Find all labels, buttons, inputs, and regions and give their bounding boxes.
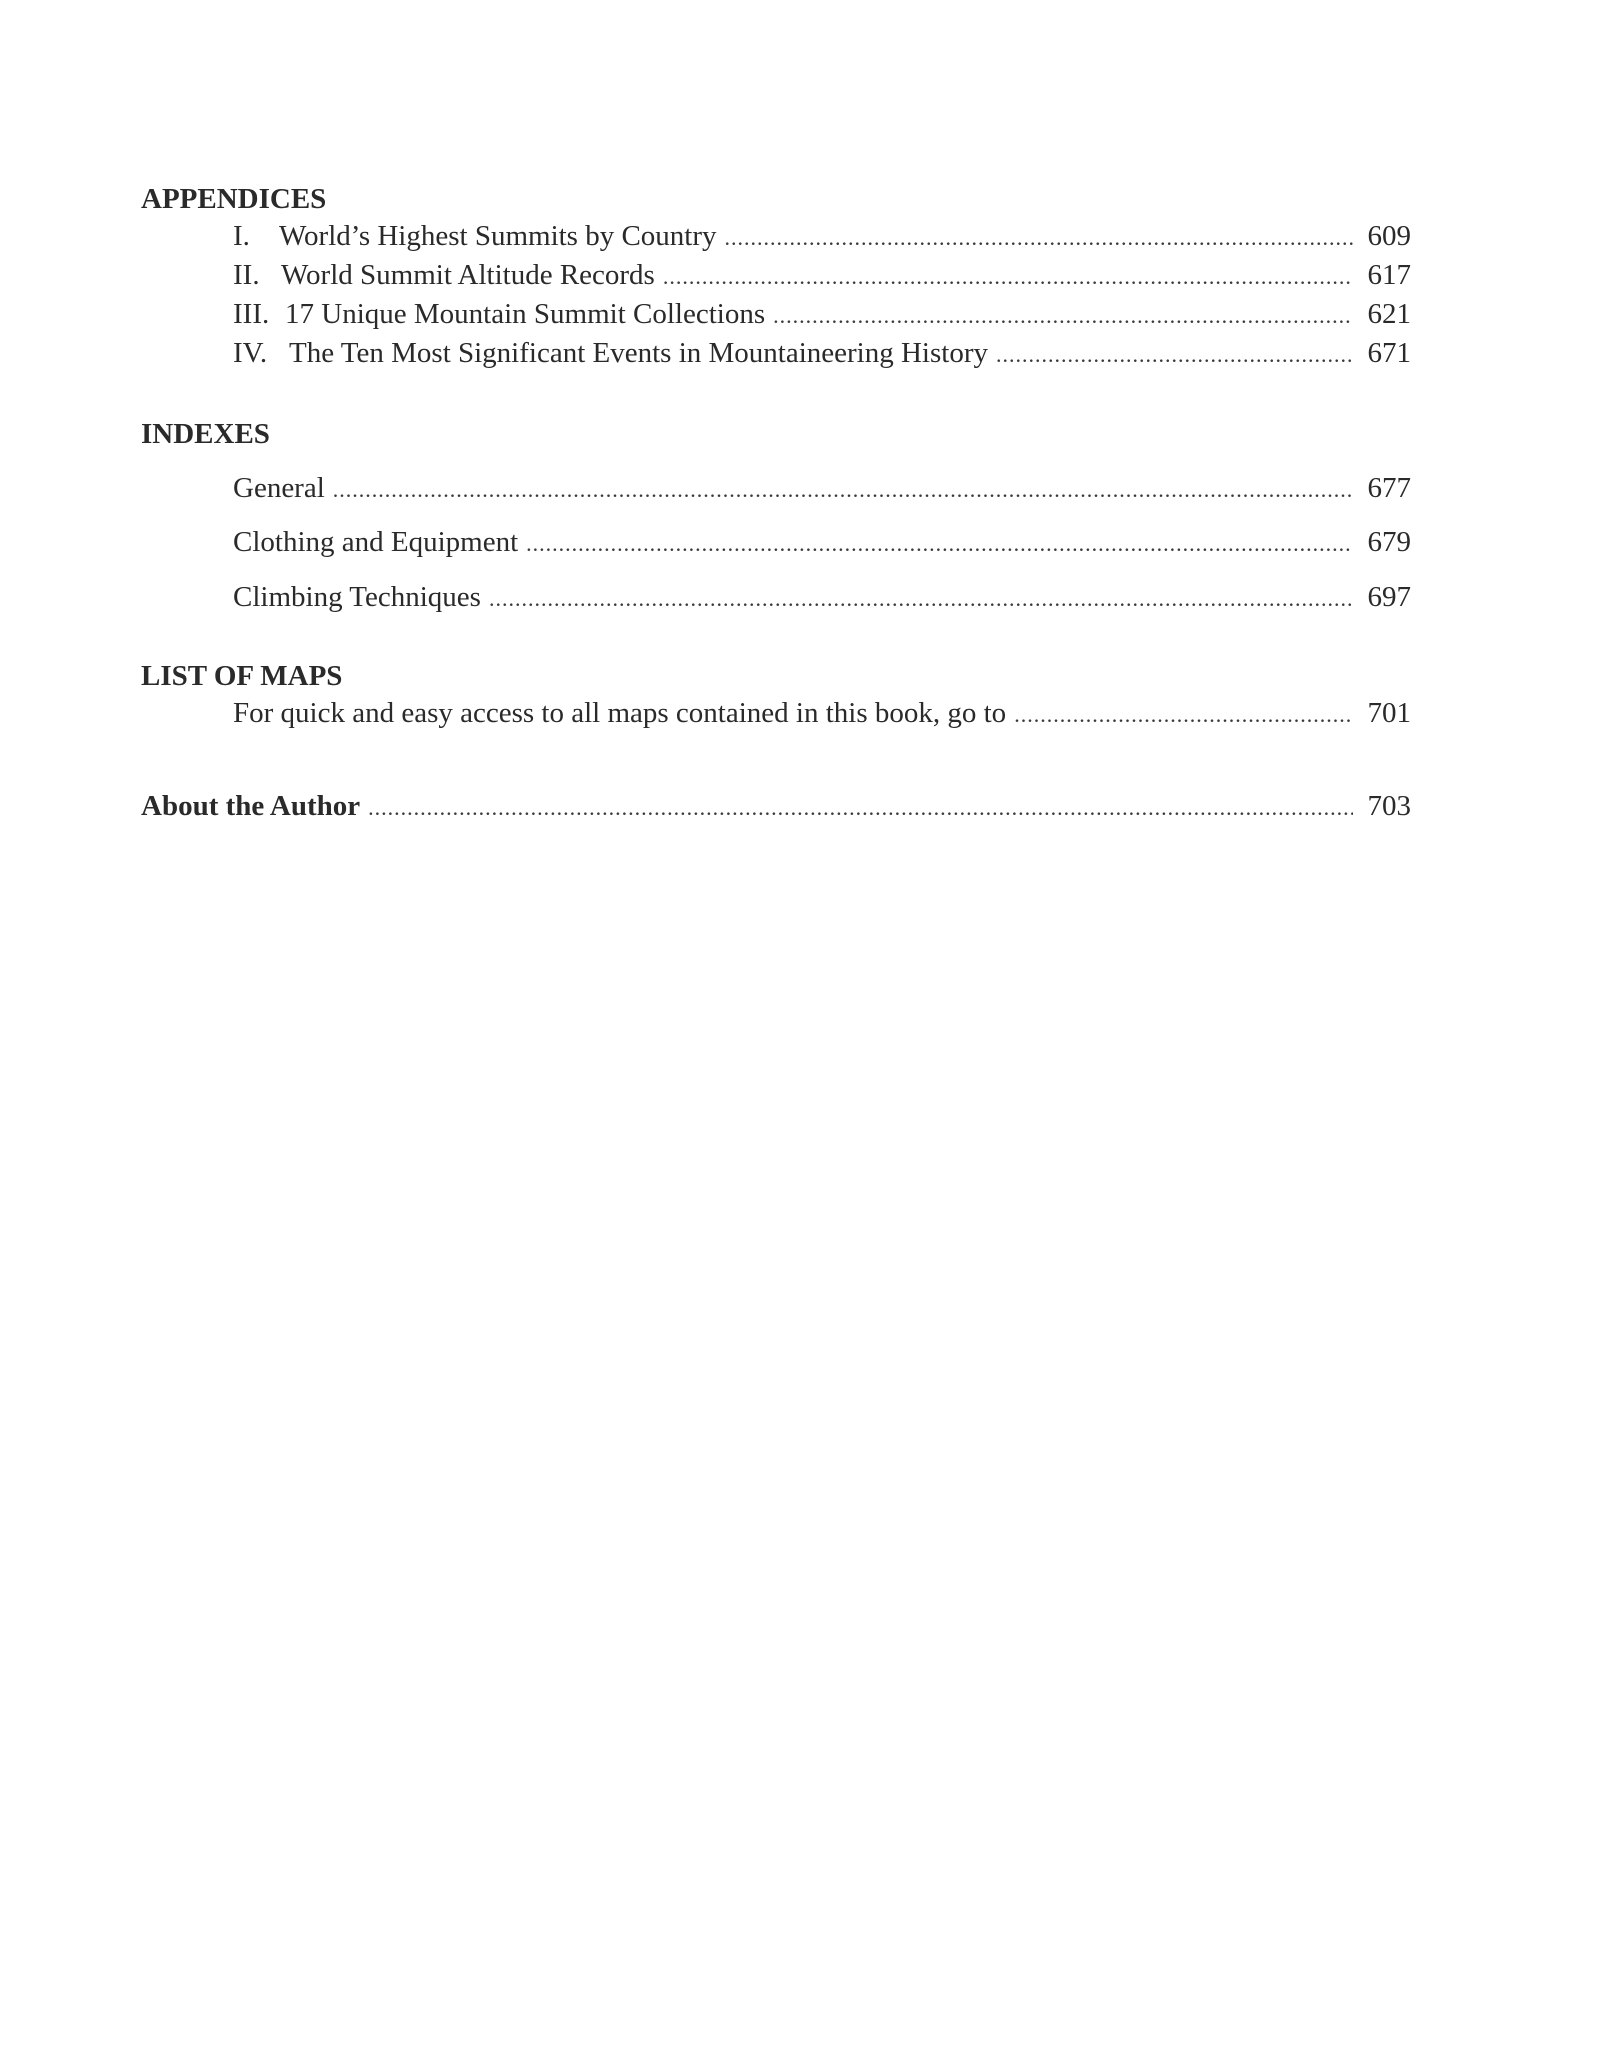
entry-page-number: 677 [1367, 472, 1411, 504]
entry-label: For quick and easy access to all maps contained in this book, go to [233, 697, 1007, 729]
toc-entry-appendix-1[interactable] [233, 218, 1411, 254]
indexes-heading: INDEXES [141, 418, 270, 450]
entry-label: World’s Highest Summits by Country [279, 220, 717, 252]
dot-leader [526, 526, 1353, 562]
entry-page-number: 697 [1367, 581, 1411, 613]
dot-leader [333, 472, 1353, 508]
toc-entry-appendix-3[interactable] [233, 296, 1411, 332]
toc-entry-appendix-4[interactable] [233, 335, 1411, 371]
dot-leader [663, 259, 1353, 295]
toc-entry-index-clothing[interactable] [233, 524, 1411, 560]
entry-page-number: 617 [1367, 259, 1411, 291]
entry-label: Clothing and Equipment [233, 526, 519, 558]
toc-entry-maps[interactable] [233, 695, 1411, 731]
entry-label: World Summit Altitude Records [281, 259, 655, 291]
dot-leader [996, 337, 1353, 373]
appendices-heading: APPENDICES [141, 183, 327, 215]
entry-label: The Ten Most Significant Events in Mountaineering History [289, 337, 988, 369]
entry-label: Climbing Techniques [233, 581, 481, 613]
dot-leader [1014, 697, 1353, 733]
entry-page-number: 609 [1367, 220, 1411, 252]
entry-label: 17 Unique Mountain Summit Collections [285, 298, 766, 330]
entry-number: I. [233, 220, 250, 252]
dot-leader [489, 581, 1353, 617]
entry-number: II. [233, 259, 260, 291]
toc-entry-about-author[interactable] [141, 788, 1411, 824]
toc-entry-appendix-2[interactable] [233, 257, 1411, 293]
entry-number: III. [233, 298, 270, 330]
dot-leader [773, 298, 1353, 334]
toc-entry-index-general[interactable] [233, 470, 1411, 506]
toc-entry-index-climbing[interactable] [233, 579, 1411, 615]
dot-leader [725, 220, 1353, 256]
list-of-maps-heading: LIST OF MAPS [141, 660, 343, 692]
entry-page-number: 703 [1367, 790, 1411, 822]
entry-label: About the Author [141, 790, 361, 822]
entry-page-number: 679 [1367, 526, 1411, 558]
dot-leader [368, 790, 1353, 826]
entry-page-number: 701 [1367, 697, 1411, 729]
entry-number: IV. [233, 337, 268, 369]
entry-label: General [233, 472, 325, 504]
entry-page-number: 671 [1367, 337, 1411, 369]
entry-page-number: 621 [1367, 298, 1411, 330]
